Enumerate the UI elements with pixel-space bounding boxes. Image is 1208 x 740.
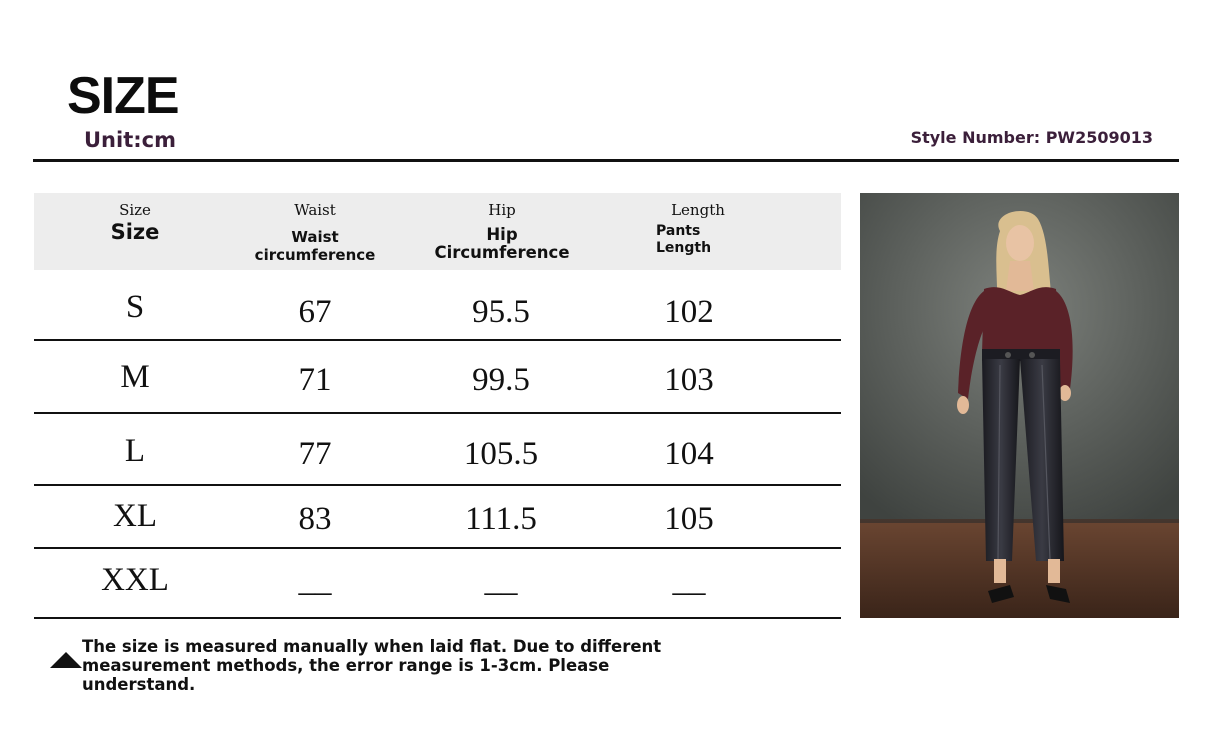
column-header-size <box>70 193 200 244</box>
hip-cell: 95.5 <box>472 294 530 330</box>
header-divider <box>33 159 1179 162</box>
style-number: Style Number: PW2509013 <box>910 128 1153 147</box>
product-photo <box>860 193 1179 618</box>
length-cell: 103 <box>664 362 714 398</box>
table-row <box>34 341 841 414</box>
column-sublabel: Size <box>110 220 160 244</box>
size-cell: S <box>125 289 145 325</box>
hip-cell: 99.5 <box>472 362 530 398</box>
waist-cell: 71 <box>298 362 332 398</box>
column-label: Waist <box>294 201 336 219</box>
size-cell: L <box>124 433 146 469</box>
table-header <box>34 193 841 270</box>
hip-cell: 105.5 <box>463 436 539 472</box>
column-sublabel: Waist circumference <box>254 228 376 264</box>
column-header-length <box>656 193 736 257</box>
size-chart-table <box>34 193 841 619</box>
table-row <box>34 486 841 549</box>
size-cell: XXL <box>101 562 169 598</box>
table-row <box>34 270 841 341</box>
column-sublabel: Pants Length <box>656 223 712 256</box>
size-cell: M <box>120 359 150 395</box>
waist-cell: 83 <box>298 501 332 537</box>
waist-cell: 67 <box>298 294 332 330</box>
hip-cell: 111.5 <box>465 501 537 537</box>
waist-cell: 77 <box>298 436 332 472</box>
column-sublabel: Hip Circumference <box>434 225 570 262</box>
column-label: Size <box>119 201 151 219</box>
column-label: Hip <box>488 201 516 219</box>
unit-label: Unit:cm <box>84 128 176 152</box>
size-title: SIZE <box>67 67 179 125</box>
length-cell: 102 <box>664 294 714 330</box>
measurement-note: The size is measured manually when laid flat. Due to different measurement methods, the error range is 1-3cm. Please understand. <box>82 637 662 694</box>
length-cell: __ <box>672 563 706 599</box>
warning-triangle-icon <box>50 652 82 668</box>
length-cell: 105 <box>664 501 714 537</box>
size-cell: XL <box>113 498 157 534</box>
table-row <box>34 414 841 486</box>
column-header-waist <box>250 193 380 264</box>
column-header-hip <box>417 193 587 262</box>
hip-cell: __ <box>484 563 518 599</box>
table-row <box>34 549 841 619</box>
waist-cell: __ <box>298 563 332 599</box>
length-cell: 104 <box>664 436 714 472</box>
column-label: Length <box>671 201 725 219</box>
